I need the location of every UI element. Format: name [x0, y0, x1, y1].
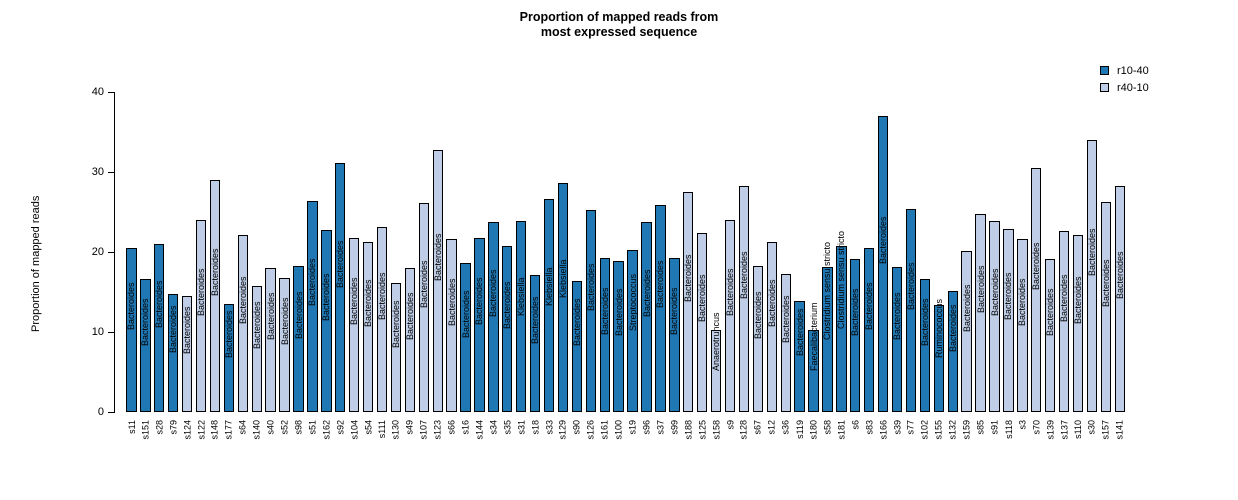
- bar: [906, 209, 916, 412]
- x-tick-label: s119: [794, 420, 805, 439]
- bar: [154, 244, 164, 412]
- y-axis-label: Proportion of mapped reads: [30, 195, 42, 332]
- bar-genus-label: Faecalibacterium: [808, 302, 819, 371]
- x-tick-label: s98: [293, 420, 304, 435]
- bar-genus-label: Bacteroides: [418, 260, 429, 308]
- bar: [265, 268, 275, 412]
- bar-genus-label: Bacteroides: [613, 288, 624, 337]
- bar-genus-label: Bacteroides: [905, 262, 916, 311]
- x-tick-label: s129: [557, 420, 568, 440]
- bar-genus-label: Klebsiella: [516, 277, 527, 317]
- bar-genus-label: Bacteroides: [251, 301, 262, 349]
- bar-genus-label: Bacteroides: [223, 310, 234, 358]
- bar-genus-label: Bacteroides: [1003, 272, 1014, 321]
- x-tick-label: s155: [933, 420, 944, 440]
- x-tick-label: s141: [1114, 420, 1125, 440]
- x-tick-label: s9: [725, 420, 736, 430]
- bar-genus-label: Bacteroides: [697, 274, 708, 323]
- y-tick-mark: [108, 412, 114, 413]
- legend-item-r40-10: [1100, 79, 1149, 96]
- bar-genus-label: Bacteroides: [390, 300, 401, 348]
- x-tick-label: s12: [766, 420, 777, 435]
- bar: [878, 116, 888, 412]
- bar-genus-label: Bacteroides: [683, 254, 694, 302]
- y-tick-label: 20: [91, 246, 104, 258]
- x-tick-label: s33: [544, 420, 555, 435]
- bar-genus-label: Bacteroides: [126, 282, 137, 330]
- bar-genus-label: Bacteroides: [404, 292, 415, 340]
- bar: [683, 192, 693, 412]
- bar: [864, 248, 874, 412]
- x-tick-label: s111: [377, 420, 388, 439]
- bar-genus-label: Klebsiella: [557, 259, 568, 298]
- bar-genus-label: Bacteroides: [1073, 276, 1084, 324]
- x-tick-label: s102: [919, 420, 930, 440]
- bar-genus-label: Bacteroides: [460, 290, 471, 338]
- x-tick-label: s148: [209, 420, 220, 440]
- x-tick-label: s118: [1003, 420, 1014, 439]
- bar-genus-label: Bacteroides: [961, 284, 972, 332]
- x-tick-label: s11: [126, 420, 137, 434]
- bar-genus-label: Bacteroides: [1086, 228, 1097, 276]
- bar-genus-label: Bacteroides: [530, 296, 541, 344]
- bar-genus-label: Bacteroides: [864, 282, 875, 330]
- bar: [1031, 168, 1041, 412]
- x-tick-label: s161: [599, 420, 610, 440]
- x-tick-label: s31: [516, 420, 527, 435]
- x-tick-label: s126: [585, 420, 596, 440]
- bar-genus-label: Bacteroides: [1045, 288, 1056, 336]
- x-tick-label: s35: [502, 420, 513, 435]
- bar: [516, 221, 526, 412]
- x-tick-label: s40: [265, 420, 276, 435]
- bar-genus-label: Bacteroides: [571, 298, 582, 347]
- x-tick-label: s132: [947, 420, 958, 440]
- x-tick-label: s139: [1045, 420, 1056, 440]
- bar-genus-label: Bacteroides: [850, 288, 861, 336]
- bar-genus-label: Bacteroides: [585, 263, 596, 311]
- legend-swatch-r40-10: [1100, 83, 1109, 92]
- chart-title: [0, 10, 1238, 40]
- bar-genus-label: Bacteroides: [947, 304, 958, 352]
- bar-genus-label: Bacteroides: [780, 295, 791, 344]
- bar: [989, 221, 999, 412]
- bar-genus-label: Bacteroides: [502, 281, 513, 329]
- bar-genus-label: Bacteroides: [1017, 278, 1028, 326]
- x-tick-label: s180: [808, 420, 819, 440]
- x-tick-label: s107: [418, 420, 429, 440]
- bar: [196, 220, 206, 412]
- bar: [405, 268, 415, 412]
- x-tick-label: s151: [140, 420, 151, 440]
- x-tick-label: s28: [154, 420, 165, 435]
- y-tick-mark: [108, 252, 114, 253]
- x-tick-label: s85: [975, 420, 986, 435]
- x-tick-label: s158: [711, 420, 722, 440]
- x-tick-label: s3: [1017, 420, 1028, 430]
- bar-genus-label: Streptococcus: [627, 273, 638, 331]
- bar: [126, 248, 136, 412]
- bar-genus-label: Anaerotruncus: [711, 312, 722, 372]
- bar-genus-label: Klebsiella: [544, 267, 555, 306]
- legend: [1100, 62, 1149, 96]
- chart-title-line1: Proportion of mapped reads from: [519, 10, 719, 24]
- x-tick-label: s90: [571, 420, 582, 435]
- bar-genus-label: Clostridium sensu stricto: [822, 241, 833, 340]
- x-tick-label: s79: [168, 420, 179, 435]
- x-tick-label: s177: [223, 420, 234, 440]
- chart-title-line2: most expressed sequence: [540, 25, 698, 39]
- bar-genus-label: Bacteroides: [349, 277, 360, 325]
- bar: [307, 201, 317, 412]
- x-tick-label: s159: [961, 420, 972, 440]
- x-tick-label: s162: [321, 420, 332, 440]
- x-tick-label: s70: [1031, 420, 1042, 435]
- x-tick-label: s96: [641, 420, 652, 435]
- bar-genus-label: Bacteroides: [794, 308, 805, 357]
- x-tick-label: s123: [432, 420, 443, 440]
- bar-genus-label: Bacteroides: [738, 251, 749, 299]
- x-tick-label: s37: [655, 420, 666, 435]
- x-tick-label: s77: [905, 420, 916, 435]
- legend-label-r40-10: r40-10: [1117, 81, 1149, 94]
- legend-label-r10-40: r10-40: [1117, 64, 1149, 77]
- x-tick-label: s16: [460, 420, 471, 435]
- bar-genus-label: Bacteroides: [919, 298, 930, 346]
- y-tick-mark: [108, 332, 114, 333]
- bar: [725, 220, 735, 412]
- x-tick-label: s137: [1059, 420, 1070, 440]
- bar-genus-label: Bacteroides: [975, 265, 986, 314]
- x-tick-label: s18: [530, 420, 541, 435]
- bar-genus-label: Bacteroides: [1114, 251, 1125, 299]
- x-tick-label: s51: [307, 420, 318, 435]
- x-tick-label: s64: [237, 420, 248, 435]
- x-tick-label: s128: [738, 420, 749, 440]
- bar-genus-label: Bacteroides: [752, 291, 763, 340]
- y-tick-mark: [108, 172, 114, 173]
- y-tick-label: 40: [91, 86, 104, 98]
- x-tick-label: s6: [850, 420, 861, 430]
- bar-genus-label: Bacteroides: [209, 248, 220, 296]
- legend-swatch-r10-40: [1100, 66, 1109, 75]
- x-tick-label: s181: [836, 420, 847, 440]
- x-tick-label: s92: [335, 420, 346, 435]
- bar-genus-label: Bacteroides: [488, 269, 499, 317]
- x-tick-label: s166: [878, 420, 889, 440]
- bar: [767, 242, 777, 412]
- bar: [1087, 140, 1097, 412]
- x-tick-label: s110: [1073, 420, 1084, 439]
- bar-genus-label: Bacteroides: [1100, 259, 1111, 307]
- bar-genus-label: Bacteroides: [878, 216, 889, 264]
- x-tick-label: s49: [404, 420, 415, 435]
- x-tick-label: s66: [446, 420, 457, 435]
- bar-genus-label: Bacteroides: [641, 269, 652, 317]
- y-tick-mark: [108, 92, 114, 93]
- bar-genus-label: Bacteroides: [725, 268, 736, 316]
- bar-genus-label: Bacteroides: [196, 268, 207, 316]
- y-axis-line: [114, 92, 115, 413]
- bar-genus-label: Bacteroides: [892, 292, 903, 340]
- bar: [613, 261, 623, 412]
- x-tick-label: s30: [1086, 420, 1097, 435]
- bar-genus-label: Bacteroides: [669, 287, 680, 335]
- bar-genus-label: Bacteroides: [265, 292, 276, 340]
- bar-genus-label: Bacteroides: [168, 305, 179, 353]
- x-tick-label: s19: [627, 420, 638, 435]
- x-tick-label: s157: [1100, 420, 1111, 440]
- bar-genus-label: Bacteroides: [989, 268, 1000, 317]
- bar-genus-label: Ruminococcus: [933, 299, 944, 359]
- y-tick-label: 10: [91, 326, 104, 338]
- x-tick-label: s100: [613, 420, 624, 440]
- bar-genus-label: Bacteroides: [766, 279, 777, 328]
- x-tick-label: s39: [892, 420, 903, 435]
- bar-genus-label: Bacteroides: [237, 276, 248, 324]
- bar-genus-label: Bacteroides: [154, 280, 165, 328]
- bar-genus-label: Bacteroides: [293, 291, 304, 339]
- bar-genus-label: Bacteroides: [363, 279, 374, 327]
- bar: [1003, 229, 1013, 412]
- legend-item-r10-40: [1100, 62, 1149, 79]
- bar: [210, 180, 220, 412]
- bar: [697, 233, 707, 412]
- x-tick-label: s124: [182, 420, 193, 440]
- bar-genus-label: Bacteroides: [279, 297, 290, 345]
- x-tick-label: s130: [390, 420, 401, 440]
- bar-genus-label: Bacteroides: [599, 287, 610, 335]
- bar-genus-label: Bacteroides: [432, 233, 443, 281]
- x-tick-label: s83: [864, 420, 875, 435]
- bar: [655, 205, 665, 412]
- bar-genus-label: Bacteroides: [655, 260, 666, 309]
- bar-genus-label: Clostridium sensu stricto: [836, 230, 847, 329]
- x-tick-label: s34: [488, 420, 499, 435]
- x-tick-label: s52: [279, 420, 290, 435]
- bar-genus-label: Bacteroides: [1031, 242, 1042, 290]
- x-tick-label: s122: [196, 420, 207, 440]
- x-tick-label: s104: [349, 420, 360, 440]
- x-tick-label: s144: [474, 420, 485, 440]
- bar-genus-label: Bacteroides: [182, 306, 193, 354]
- x-tick-label: s140: [251, 420, 262, 440]
- y-tick-label: 30: [91, 166, 104, 178]
- x-tick-label: s91: [989, 420, 1000, 435]
- bar: [975, 214, 985, 412]
- bar-genus-label: Bacteroides: [140, 298, 151, 346]
- x-tick-label: s99: [669, 420, 680, 435]
- x-tick-label: s36: [780, 420, 791, 435]
- x-tick-label: s125: [697, 420, 708, 440]
- bar-genus-label: Bacteroides: [1059, 274, 1070, 322]
- x-tick-label: s54: [363, 420, 374, 435]
- bar-genus-label: Bacteroides: [474, 277, 485, 325]
- bar-genus-label: Bacteroides: [335, 240, 346, 288]
- x-tick-label: s188: [683, 420, 694, 440]
- bar-genus-label: Bacteroides: [307, 258, 318, 307]
- bar-genus-label: Bacteroides: [377, 272, 388, 320]
- bar-genus-label: Bacteroides: [446, 278, 457, 326]
- bar-genus-label: Bacteroides: [321, 273, 332, 321]
- x-tick-label: s58: [822, 420, 833, 435]
- y-tick-label: 0: [97, 406, 104, 418]
- x-tick-label: s67: [752, 420, 763, 435]
- bar: [753, 266, 763, 412]
